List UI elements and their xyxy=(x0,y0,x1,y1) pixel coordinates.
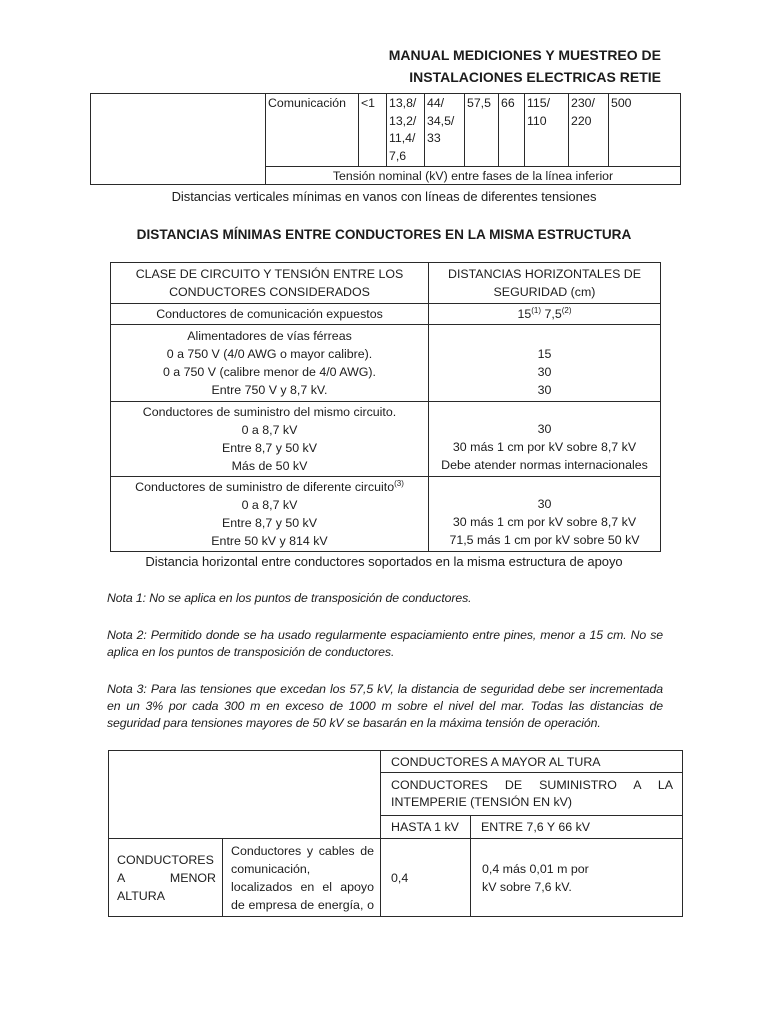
voltage-cell: 44/ 34,5/ 33 xyxy=(425,94,465,167)
clearance-table xyxy=(108,750,683,917)
circuit-class-line: Alimentadores de vías férreas xyxy=(187,329,352,343)
circuit-class-line: Entre 50 kV y 814 kV xyxy=(211,534,328,548)
circuit-class-line: Conductores de comunicación expuestos xyxy=(156,307,383,321)
table-row xyxy=(91,94,681,167)
circuit-class-line: 0 a 750 V (4/0 AWG o mayor calibre). xyxy=(166,347,373,361)
upper-conductors-header: CONDUCTORES A MAYOR AL TURA xyxy=(381,751,683,773)
distance-value: 15 xyxy=(517,307,532,321)
voltage-axis-label: Tensión nominal (kV) entre fases de la línea inferior xyxy=(266,167,681,185)
voltage-range-header: ENTRE 7,6 Y 66 kV xyxy=(471,816,683,839)
circuit-class-title-text: Conductores de suministro de diferente circuito xyxy=(135,480,395,494)
distance-value: 30 más 1 cm por kV sobre 8,7 kV xyxy=(452,440,637,454)
table-row xyxy=(109,839,683,917)
description-line: localizados en el apoyo xyxy=(231,879,374,894)
distance-value: 30 xyxy=(537,422,552,436)
clearance-value xyxy=(471,839,683,917)
lower-conductors-label: CONDUCTORES A MENOR ALTURA xyxy=(109,839,223,917)
circuit-class-line: Entre 8,7 y 50 kV xyxy=(221,516,318,530)
document-header xyxy=(389,44,661,88)
distance-value: 71,5 más 1 cm por kV sobre 50 kV xyxy=(449,533,640,547)
circuit-class-line: 0 a 8,7 kV xyxy=(241,498,298,512)
lower-conductors-description xyxy=(223,839,381,917)
footnote-ref: (2) xyxy=(561,306,572,315)
vertical-table-caption: Distancias verticales mínimas en vanos con líneas de diferentes tensiones xyxy=(171,189,597,204)
table-row xyxy=(111,402,661,477)
distance-cell xyxy=(429,325,661,402)
clearance-value-line: kV sobre 7,6 kV. xyxy=(482,879,572,894)
distance-cell xyxy=(429,304,661,325)
note-1: Nota 1: No se aplica en los puntos de transposición de conductores. xyxy=(107,591,472,605)
distance-value: 30 xyxy=(537,365,552,379)
voltage-cell: 115/ 110 xyxy=(525,94,569,167)
table-row xyxy=(111,304,661,325)
distance-cell xyxy=(429,402,661,477)
clearance-value: 0,4 xyxy=(381,839,471,917)
voltage-range-header: HASTA 1 kV xyxy=(381,816,471,839)
note-3: Nota 3: Para las tensiones que excedan los 57,5 kV, la distancia de seguridad debe ser incrementada en un 3% por cada 300 m en exceso de 1000 m sobre el nivel del mar. Todas las distancias de seguridad para tensiones mayores de 50 kV se basarán en la máxima tensión de operación. xyxy=(107,682,663,730)
empty-cell xyxy=(91,94,266,185)
footnote-ref: (3) xyxy=(394,479,404,488)
upper-conductors-subheader: CONDUCTORES DE SUMINISTRO A LA INTEMPERIE (TENSIÓN EN kV) xyxy=(381,773,683,816)
circuit-class-line: 0 a 8,7 kV xyxy=(241,423,298,437)
row-label-cell: Comunicación xyxy=(266,94,359,167)
distance-value: Debe atender normas internacionales xyxy=(441,458,648,472)
clearance-value-line: 0,4 más 0,01 m por xyxy=(482,861,589,876)
circuit-class-line: 0 a 750 V (calibre menor de 4/0 AWG). xyxy=(162,365,377,379)
section-title: DISTANCIAS MÍNIMAS ENTRE CONDUCTORES EN LA MISMA ESTRUCTURA xyxy=(136,227,632,242)
circuit-class-line: Entre 8,7 y 50 kV xyxy=(221,441,318,455)
description-line: Conductores y cables de xyxy=(231,843,374,858)
voltage-cell: <1 xyxy=(359,94,387,167)
voltage-cell: 230/ 220 xyxy=(569,94,609,167)
voltage-cell: 500 xyxy=(609,94,681,167)
vertical-distance-table xyxy=(90,93,681,185)
circuit-class-cell xyxy=(111,477,429,552)
distance-cell xyxy=(429,477,661,552)
distance-value: 30 xyxy=(537,383,552,397)
table-row xyxy=(109,751,683,773)
table-row xyxy=(111,325,661,402)
voltage-cell: 66 xyxy=(499,94,525,167)
empty-cell xyxy=(109,751,381,839)
table-row xyxy=(111,477,661,552)
distance-value: 15 xyxy=(537,347,552,361)
circuit-class-cell xyxy=(111,325,429,402)
table-header-row xyxy=(111,263,661,304)
description-line: de empresa de energía, o xyxy=(231,897,374,912)
voltage-cell: 13,8/ 13,2/ 11,4/ 7,6 xyxy=(387,94,425,167)
distance-value: 7,5 xyxy=(544,307,562,321)
circuit-class-line: Conductores de suministro del mismo circuito. xyxy=(142,405,397,419)
column-header: DISTANCIAS HORIZONTALES DE SEGURIDAD (cm) xyxy=(429,263,661,304)
circuit-class-cell xyxy=(111,402,429,477)
horizontal-table-caption: Distancia horizontal entre conductores soportados en la misma estructura de apoyo xyxy=(145,554,623,569)
header-line-2: INSTALACIONES ELECTRICAS RETIE xyxy=(409,69,661,85)
footnote-ref: (1) xyxy=(531,306,542,315)
circuit-class-cell xyxy=(111,304,429,325)
note-2: Nota 2: Permitido donde se ha usado regularmente espaciamiento entre pines, menor a 15 cm. No se aplica en los puntos de transposición de conductores. xyxy=(107,628,663,659)
description-line: comunicación, xyxy=(231,861,311,876)
horizontal-distance-table xyxy=(110,262,661,552)
distance-value: 30 xyxy=(537,497,552,511)
circuit-class-line: Más de 50 kV xyxy=(231,459,308,473)
column-header: CLASE DE CIRCUITO Y TENSIÓN ENTRE LOS CONDUCTORES CONSIDERADOS xyxy=(111,263,429,304)
voltage-cell: 57,5 xyxy=(465,94,499,167)
circuit-class-title xyxy=(115,478,424,496)
distance-value: 30 más 1 cm por kV sobre 8,7 kV xyxy=(452,515,637,529)
circuit-class-line: Entre 750 V y 8,7 kV. xyxy=(211,383,328,397)
header-line-1: MANUAL MEDICIONES Y MUESTREO DE xyxy=(388,47,661,63)
